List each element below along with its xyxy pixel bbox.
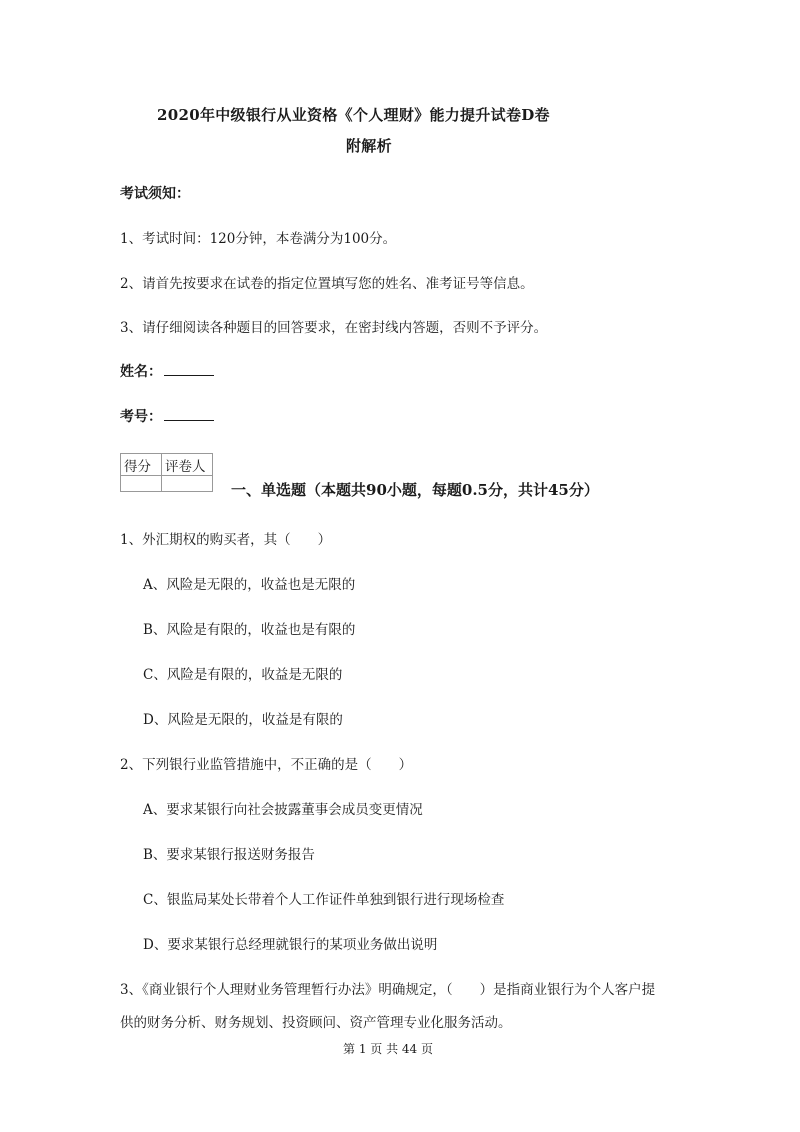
exam-no-blank[interactable]: [164, 407, 214, 421]
notice-heading: 考试须知：: [120, 186, 190, 202]
section-title: 一、单选题（本题共90小题，每题0.5分，共计45分）: [231, 481, 599, 499]
notice-item-1: 1、考试时间：120分钟，本卷满分为100分。: [120, 231, 397, 247]
page-title-line2: 附解析: [346, 137, 392, 155]
question-1-option-d: D、风险是无限的，收益是有限的: [143, 712, 343, 728]
name-blank[interactable]: [164, 362, 214, 376]
name-field: [120, 361, 214, 381]
question-2-option-d: D、要求某银行总经理就银行的某项业务做出说明: [143, 937, 438, 953]
question-1-option-a: A、风险是无限的，收益也是无限的: [143, 577, 356, 593]
question-3-stem-line1: 3、《商业银行个人理财业务管理暂行办法》明确规定，（ ）是指商业银行为个人客户提: [120, 982, 656, 998]
question-3-stem-line2: 供的财务分析、财务规划、投资顾问、资产管理专业化服务活动。: [120, 1015, 512, 1031]
score-cell[interactable]: [121, 476, 162, 492]
score-table: [120, 453, 213, 492]
exam-no-label: 考号：: [120, 409, 162, 425]
question-1-option-b: B、风险是有限的，收益也是有限的: [143, 622, 356, 638]
question-1-option-c: C、风险是有限的，收益是无限的: [143, 667, 343, 683]
page-title-line1: 2020年中级银行从业资格《个人理财》能力提升试卷D卷: [157, 106, 550, 124]
name-label: 姓名：: [120, 364, 162, 380]
question-2-option-c: C、银监局某处长带着个人工作证件单独到银行进行现场检查: [143, 892, 505, 908]
question-1-stem: 1、外汇期权的购买者，其（ ）: [120, 532, 332, 548]
question-2-option-a: A、要求某银行向社会披露董事会成员变更情况: [143, 802, 423, 818]
score-header: 得分: [121, 454, 162, 476]
grader-header: 评卷人: [162, 454, 213, 476]
exam-no-field: [120, 406, 214, 426]
question-2-option-b: B、要求某银行报送财务报告: [143, 847, 315, 863]
grader-cell[interactable]: [162, 476, 213, 492]
page-number: 第 1 页 共 44 页: [343, 1042, 433, 1056]
notice-item-3: 3、请仔细阅读各种题目的回答要求，在密封线内答题，否则不予评分。: [120, 320, 548, 336]
question-2-stem: 2、下列银行业监管措施中，不正确的是（ ）: [120, 757, 413, 773]
notice-item-2: 2、请首先按要求在试卷的指定位置填写您的姓名、准考证号等信息。: [120, 276, 534, 292]
